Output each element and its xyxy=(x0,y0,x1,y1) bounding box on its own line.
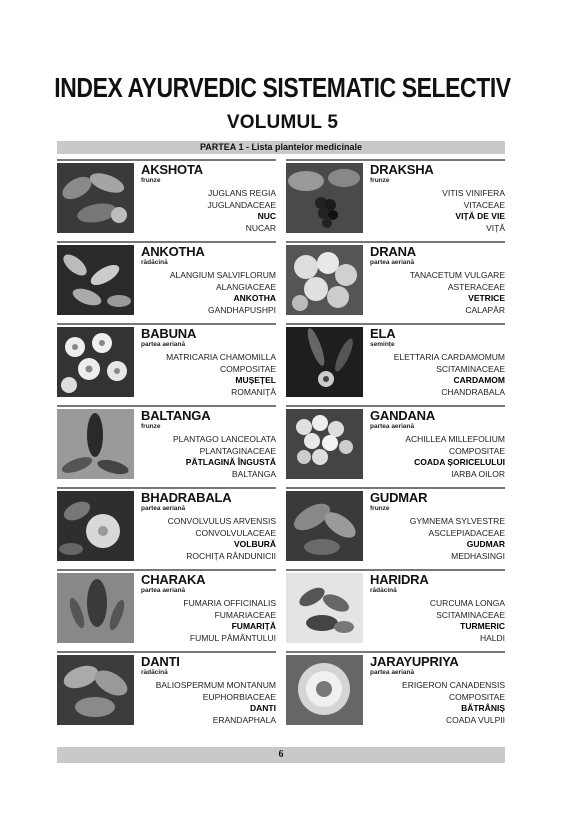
section-header: PARTEA 1 - Lista plantelor medicinale xyxy=(57,141,505,154)
family-name: SCITAMINACEAE xyxy=(436,363,505,374)
plant-card xyxy=(286,159,505,236)
common-name: MUȘEȚEL xyxy=(235,375,276,385)
latin-name: CURCUMA LONGA xyxy=(429,598,505,608)
plant-photo xyxy=(57,163,134,233)
common-name: CARDAMOM xyxy=(453,375,505,385)
family-name: FUMARIACEAE xyxy=(214,609,276,620)
latin-name: ACHILLEA MILLEFOLIUM xyxy=(405,434,505,444)
plant-name: DRAKSHA xyxy=(370,162,434,177)
family-name: VITACEAE xyxy=(463,199,505,210)
local-name: FUMUL PĂMÂNTULUI xyxy=(189,632,276,643)
latin-name: ALANGIUM SALVIFLORUM xyxy=(169,270,276,280)
family-name: ASCLEPIADACEAE xyxy=(428,527,505,538)
plant-name: AKSHOTA xyxy=(141,162,203,177)
family-name: ALANGIACEAE xyxy=(216,281,276,292)
plant-card xyxy=(57,323,276,400)
plant-name: GANDANA xyxy=(370,408,436,423)
plant-part: partea aeriană xyxy=(141,505,186,512)
local-name: ROMANIȚĂ xyxy=(231,386,276,397)
plant-name: BHADRABALA xyxy=(141,490,232,505)
local-name: VIȚĂ xyxy=(486,222,505,233)
plant-photo xyxy=(286,163,363,233)
family-name: COMPOSITAE xyxy=(219,363,276,374)
plant-card xyxy=(286,323,505,400)
common-name: VOLBURĂ xyxy=(233,539,276,549)
plant-photo xyxy=(57,491,134,561)
card-divider xyxy=(286,323,505,325)
family-name: ASTERACEAE xyxy=(447,281,505,292)
family-name: PLANTAGINACEAE xyxy=(199,445,276,456)
plant-photo xyxy=(286,327,363,397)
plant-part: partea aeriană xyxy=(370,259,415,266)
common-name: VIȚĂ DE VIE xyxy=(455,211,505,221)
family-name: SCITAMINACEAE xyxy=(436,609,505,620)
family-name: COMPOSITAE xyxy=(448,691,505,702)
plant-part: partea aeriană xyxy=(141,341,186,348)
local-name: CHANDRABALA xyxy=(441,386,505,397)
plant-name: BALTANGA xyxy=(141,408,211,423)
plant-card xyxy=(57,405,276,482)
card-divider xyxy=(57,405,276,407)
plant-name: HARIDRA xyxy=(370,572,429,587)
plant-name: ANKOTHA xyxy=(141,244,205,259)
card-divider xyxy=(286,405,505,407)
common-name: COADA ȘORICELULUI xyxy=(414,457,505,467)
plant-name: ELA xyxy=(370,326,396,341)
local-name: COADA VULPII xyxy=(445,714,505,725)
plant-photo xyxy=(57,409,134,479)
plant-part: partea aeriană xyxy=(370,423,415,430)
common-name: DANTI xyxy=(250,703,276,713)
page-title: INDEX AYURVEDIC SISTEMATIC SELECTIV xyxy=(54,72,511,103)
latin-name: VITIS VINIFERA xyxy=(442,188,505,198)
card-divider xyxy=(286,487,505,489)
latin-name: ELETTARIA CARDAMOMUM xyxy=(393,352,505,362)
card-divider xyxy=(57,323,276,325)
plant-name: DRANA xyxy=(370,244,416,259)
card-divider xyxy=(286,651,505,653)
plant-card xyxy=(286,569,505,646)
common-name: NUC xyxy=(257,211,276,221)
plant-photo xyxy=(286,655,363,725)
plant-part: rădăcină xyxy=(141,669,168,676)
plant-name: GUDMAR xyxy=(370,490,428,505)
common-name: BĂTRÂNIȘ xyxy=(461,703,505,713)
card-divider xyxy=(286,159,505,161)
local-name: NUCAR xyxy=(245,222,276,233)
plant-card xyxy=(286,241,505,318)
latin-name: CONVOLVULUS ARVENSIS xyxy=(167,516,276,526)
latin-name: BALIOSPERMUM MONTANUM xyxy=(155,680,276,690)
latin-name: MATRICARIA CHAMOMILLA xyxy=(166,352,276,362)
family-name: JUGLANDACEAE xyxy=(207,199,276,210)
common-name: ANKOTHA xyxy=(233,293,276,303)
volume-subtitle: VOLUMUL 5 xyxy=(226,112,339,133)
card-divider xyxy=(57,487,276,489)
plant-photo xyxy=(286,409,363,479)
common-name: TURMERIC xyxy=(460,621,505,631)
plant-part: frunze xyxy=(141,423,161,430)
latin-name: GYMNEMA SYLVESTRE xyxy=(409,516,505,526)
card-divider xyxy=(57,651,276,653)
plant-part: semințe xyxy=(370,341,395,348)
latin-name: JUGLANS REGIA xyxy=(207,188,276,198)
family-name: COMPOSITAE xyxy=(448,445,505,456)
local-name: BALTANGA xyxy=(231,468,276,479)
plant-name: BABUNA xyxy=(141,326,197,341)
plant-card xyxy=(57,651,276,728)
plant-photo xyxy=(57,573,134,643)
plant-photo xyxy=(286,573,363,643)
plant-photo xyxy=(57,327,134,397)
card-divider xyxy=(286,241,505,243)
family-name: CONVOLVULACEAE xyxy=(195,527,276,538)
family-name: EUPHORBIACEAE xyxy=(202,691,276,702)
local-name: HALDI xyxy=(479,632,505,643)
plant-photo xyxy=(57,245,134,315)
local-name: ROCHIȚA RÂNDUNICII xyxy=(186,550,276,561)
plant-part: frunze xyxy=(370,505,390,512)
latin-name: TANACETUM VULGARE xyxy=(409,270,505,280)
card-divider xyxy=(57,569,276,571)
latin-name: PLANTAGO LANCEOLATA xyxy=(173,434,276,444)
plant-name: CHARAKA xyxy=(141,572,206,587)
plant-card xyxy=(286,651,505,728)
plant-card xyxy=(57,159,276,236)
local-name: GANDHAPUSHPI xyxy=(207,304,276,315)
card-divider xyxy=(286,569,505,571)
plant-name: JARAYUPRIYA xyxy=(370,654,459,669)
plant-photo xyxy=(57,655,134,725)
plant-card xyxy=(57,487,276,564)
plant-part: frunze xyxy=(141,177,161,184)
local-name: IARBA OILOR xyxy=(451,468,505,479)
plant-photo xyxy=(286,245,363,315)
latin-name: FUMARIA OFFICINALIS xyxy=(183,598,276,608)
card-divider xyxy=(57,159,276,161)
plant-photo xyxy=(286,491,363,561)
common-name: FUMARIȚĂ xyxy=(231,621,276,631)
plant-part: partea aeriană xyxy=(370,669,415,676)
latin-name: ERIGERON CANADENSIS xyxy=(402,680,505,690)
plant-card xyxy=(57,569,276,646)
plant-card xyxy=(286,405,505,482)
local-name: MEDHASINGI xyxy=(451,550,505,561)
common-name: GUDMAR xyxy=(466,539,505,549)
plant-part: partea aeriană xyxy=(141,587,186,594)
common-name: PĂTLAGINĂ ÎNGUSTĂ xyxy=(185,457,276,467)
plant-part: frunze xyxy=(370,177,390,184)
local-name: ERANDAPHALA xyxy=(212,714,276,725)
card-divider xyxy=(57,241,276,243)
page-number-bar xyxy=(57,747,505,763)
plant-name: DANTI xyxy=(141,654,180,669)
plant-part: rădăcină xyxy=(370,587,397,594)
plant-card xyxy=(286,487,505,564)
page-number: 6 xyxy=(278,749,284,760)
plant-card xyxy=(57,241,276,318)
plant-part: rădăcină xyxy=(141,259,168,266)
local-name: CALAPĂR xyxy=(465,304,505,315)
common-name: VETRICE xyxy=(468,293,505,303)
